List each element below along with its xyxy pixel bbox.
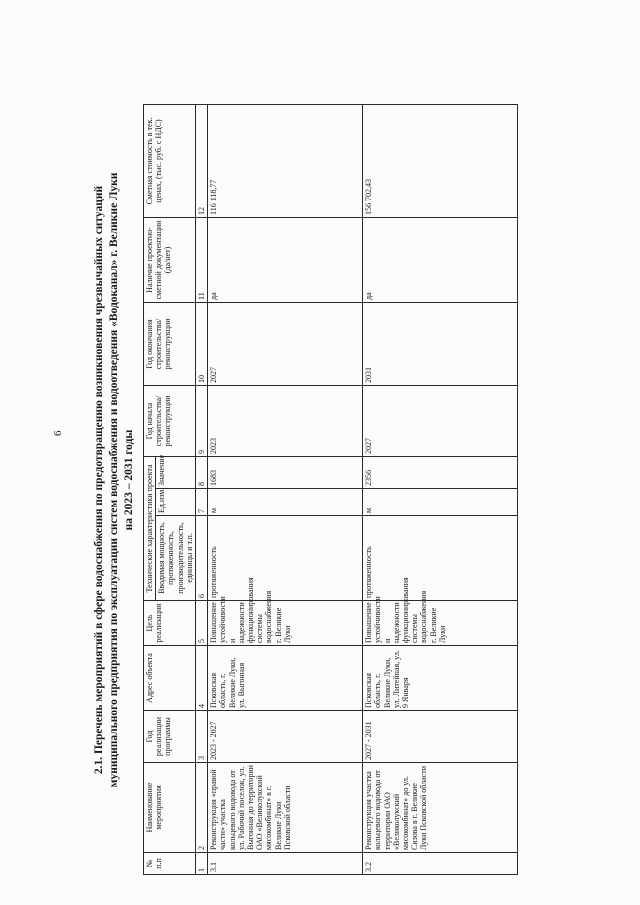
row-value: 2356 <box>363 456 518 488</box>
row-cost: 156 702,43 <box>363 104 518 217</box>
table-row <box>363 104 518 874</box>
col-number: 12 <box>196 104 208 217</box>
col-number: 8 <box>196 456 208 488</box>
header-name: Наименование мероприятия <box>144 763 196 853</box>
table-row <box>208 104 363 874</box>
row-psd: да <box>208 217 363 302</box>
row-start-year: 2023 <box>208 385 363 456</box>
row-period: 2023 - 2027 <box>208 711 363 763</box>
row-unit: м <box>363 489 518 516</box>
header-value: Значение <box>156 456 196 488</box>
header-address: Адрес объекта <box>144 646 196 711</box>
col-number: 2 <box>196 763 208 853</box>
row-address: Псковская область, г. Великие Луки, ул. Литейная, ул. 9 Января <box>363 646 518 711</box>
row-end-year: 2031 <box>363 302 518 385</box>
header-unit: Ед.изм. <box>156 489 196 516</box>
row-end-year: 2027 <box>208 302 363 385</box>
row-name: Реконструкция участка кольцевого водовода от территории ОАО «Великолукский мясокомбинат» до ул. Сизова в г. Великие Луки Псковской области <box>363 763 518 853</box>
row-psd: да <box>363 217 518 302</box>
rotated-document <box>92 105 518 875</box>
row-cost: 116 118,77 <box>208 104 363 217</box>
header-capacity: Вводимая мощность, протяженность, производительность, единицы и т.п. <box>156 516 196 601</box>
col-number: 4 <box>196 646 208 711</box>
col-number: 10 <box>196 302 208 385</box>
title-line-3: на 2023 – 2031 годы <box>123 429 135 531</box>
col-number: 9 <box>196 385 208 456</box>
header-start-year: Год начала строительства/ реконструкции <box>144 385 196 456</box>
row-capacity: протяженность <box>363 516 518 601</box>
header-end-year: Год окончания строительства/реконструкции <box>144 302 196 385</box>
col-number: 5 <box>196 601 208 646</box>
header-num: № п.п <box>144 853 196 875</box>
header-tech-group: Технические характеристики проекта <box>144 456 156 600</box>
row-num: 3.1 <box>208 853 363 875</box>
row-address: Псковская область, г. Великие Луки, ул. Выгонная <box>208 646 363 711</box>
row-value: 1683 <box>208 456 363 488</box>
row-goal: Повышение устойчивости и надежности функционирования системы водоснабжения г. Великие Луки <box>208 601 363 646</box>
row-unit: м <box>208 489 363 516</box>
header-period: Год реализации программы <box>144 711 196 763</box>
col-number: 6 <box>196 516 208 601</box>
header-row-1 <box>144 104 156 874</box>
col-number: 11 <box>196 217 208 302</box>
col-number: 1 <box>196 853 208 875</box>
header-cost: Сметная стоимость в тек. ценах, (тыс. руб. с НДС) <box>144 104 196 217</box>
header-psd: Наличие проектно-сметной документации (да/нет) <box>144 217 196 302</box>
row-num: 3.2 <box>363 853 518 875</box>
page-number: 6 <box>52 430 64 436</box>
title-line-2: муниципального предприятия по эксплуатации систем водоснабжения и водоотведения «Водоканал» г. Великие Луки <box>108 172 120 788</box>
row-goal: Повышение устойчивости и надежности функционирования системы водоснабжения г. Великие Луки <box>363 601 518 646</box>
document-title <box>92 105 137 875</box>
row-name: Реконструкция «правой части» участка кольцевого водовода от ул. Рабочий поселок, ул. Выгонная до территории ОАО «Великолукский мясокомбинат» в г. Великие Луки Псковской области <box>208 763 363 853</box>
row-start-year: 2027 <box>363 385 518 456</box>
row-capacity: протяженность <box>208 516 363 601</box>
measures-table <box>143 104 518 875</box>
title-line-1: 2.1. Перечень мероприятий в сфере водоснабжения по предотвращению возникновения чрезвычайных ситуаций <box>93 185 105 775</box>
col-number: 7 <box>196 489 208 516</box>
column-numbers-row <box>196 104 208 874</box>
row-period: 2027 - 2031 <box>363 711 518 763</box>
header-goal: Цель реализации <box>144 601 196 646</box>
col-number: 3 <box>196 711 208 763</box>
